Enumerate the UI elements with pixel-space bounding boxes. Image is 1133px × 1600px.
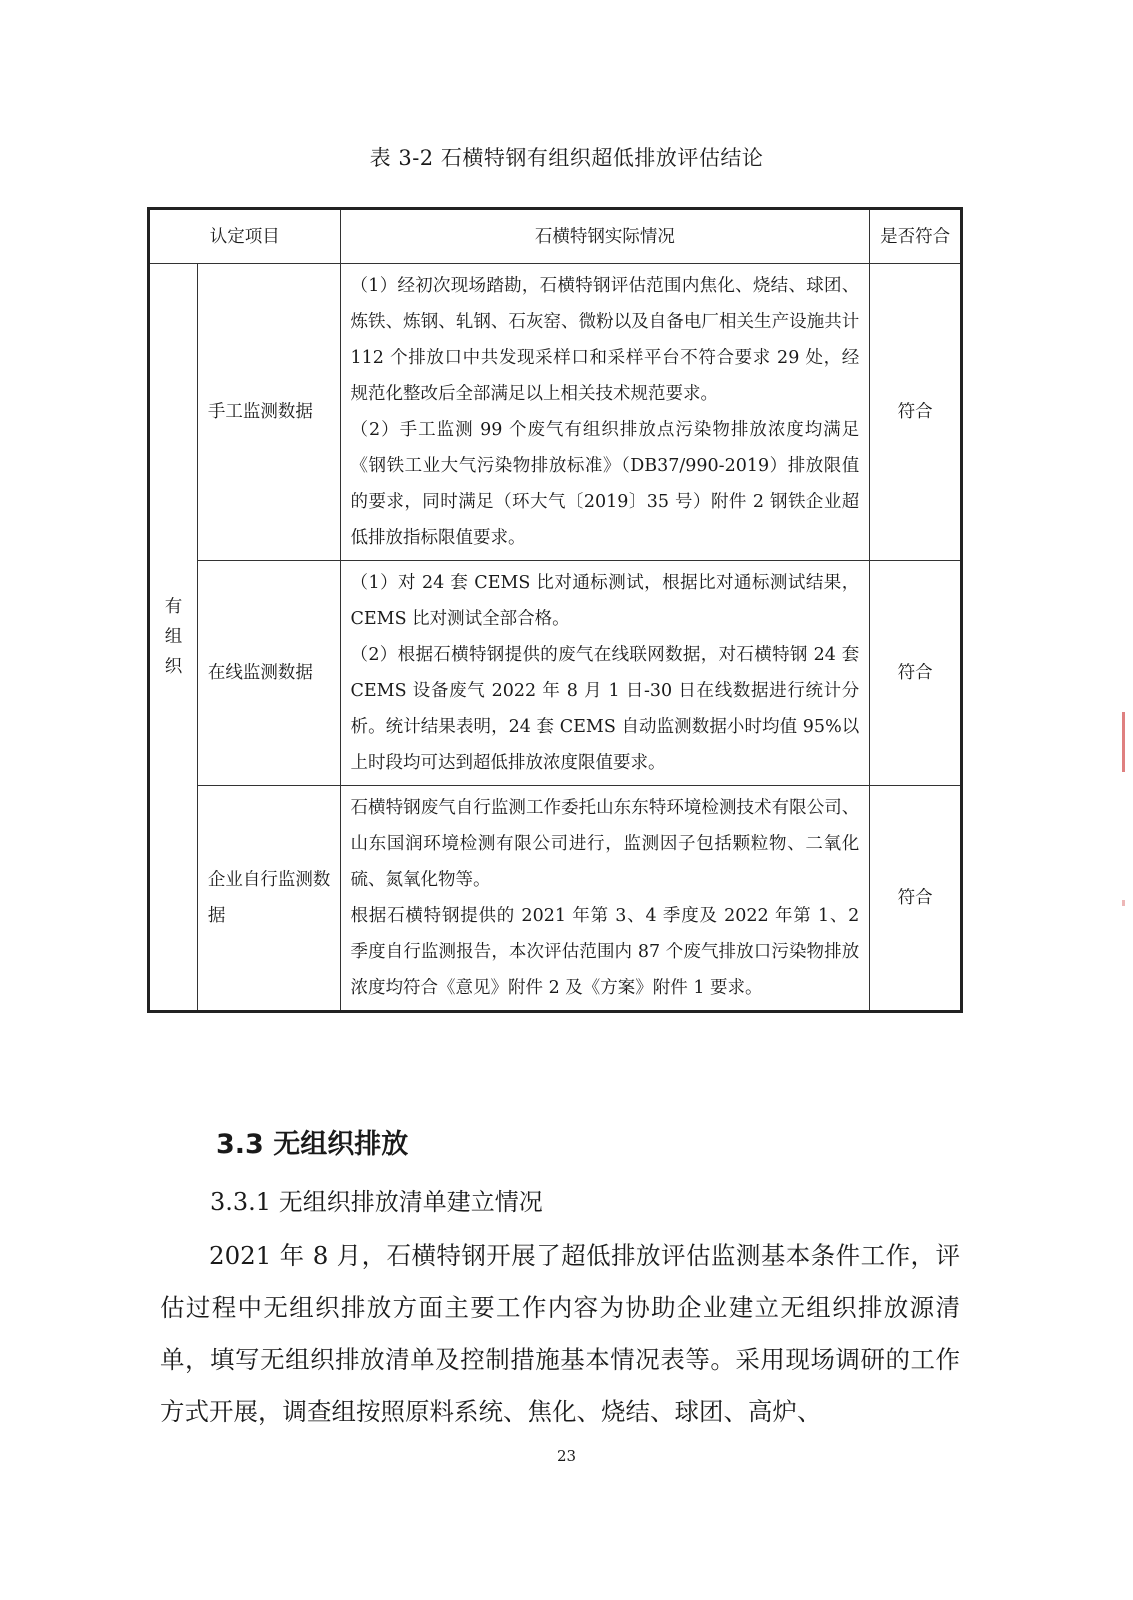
row-item-label: 手工监测数据 <box>197 264 340 561</box>
page-number: 23 <box>556 1447 577 1465</box>
edge-mark <box>1122 712 1125 772</box>
evaluation-table <box>147 207 963 1013</box>
table-caption: 表 3-2 石横特钢有组织超低排放评估结论 <box>369 146 764 170</box>
row-result: 符合 <box>870 561 962 786</box>
row-content <box>340 561 870 786</box>
header-actual: 石横特钢实际情况 <box>340 209 870 264</box>
header-item: 认定项目 <box>149 209 341 264</box>
table-row <box>149 264 962 561</box>
category-cell <box>149 264 198 1012</box>
edge-mark <box>1122 900 1125 906</box>
category-label: 有组织 <box>164 597 183 677</box>
row-result: 符合 <box>870 786 962 1012</box>
content-paragraph: （2）根据石横特钢提供的废气在线联网数据，对石横特钢 24 套 CEMS 设备废气 2022 年 8 月 1 日-30 日在线数据进行统计分析。统计结果表明，24 套 CEMS 自动监测数据小时均值 95%以上时段均可达到超低排放浓度限值要求。 <box>350 645 860 773</box>
header-conform: 是否符合 <box>870 209 962 264</box>
table-header-row <box>149 209 962 264</box>
content-paragraph: （1）对 24 套 CEMS 比对通标测试，根据比对通标测试结果，CEMS 比对测试全部合格。 <box>350 573 860 629</box>
row-item-label: 在线监测数据 <box>197 561 340 786</box>
table-row <box>149 786 962 1012</box>
section-heading: 3.3 无组织排放 <box>216 1129 409 1160</box>
row-content <box>340 786 870 1012</box>
row-result: 符合 <box>870 264 962 561</box>
subsection-heading: 3.3.1 无组织排放清单建立情况 <box>210 1188 543 1216</box>
content-paragraph: （2）手工监测 99 个废气有组织排放点污染物排放浓度均满足《钢铁工业大气污染物排放标准》（DB37/990-2019）排放限值的要求，同时满足（环大气〔2019〕35 号）附件 2 钢铁企业超低排放指标限值要求。 <box>350 420 860 548</box>
table-row <box>149 561 962 786</box>
content-paragraph: 石横特钢废气自行监测工作委托山东东特环境检测技术有限公司、山东国润环境检测有限公司进行，监测因子包括颗粒物、二氧化硫、氮氧化物等。 <box>350 798 860 890</box>
body-paragraph: 2021 年 8 月，石横特钢开展了超低排放评估监测基本条件工作，评估过程中无组织排放方面主要工作内容为协助企业建立无组织排放源清单，填写无组织排放清单及控制措施基本情况表等。采用现场调研的工作方式开展，调查组按照原料系统、焦化、烧结、球团、高炉、 <box>160 1241 960 1426</box>
row-content <box>340 264 870 561</box>
row-item-label: 企业自行监测数据 <box>197 786 340 1012</box>
content-paragraph: 根据石横特钢提供的 2021 年第 3、4 季度及 2022 年第 1、2 季度自行监测报告，本次评估范围内 87 个废气排放口污染物排放浓度均符合《意见》附件 2 及《方案》附件 1 要求。 <box>350 906 860 998</box>
content-paragraph: （1）经初次现场踏勘，石横特钢评估范围内焦化、烧结、球团、炼铁、炼钢、轧钢、石灰窑、微粉以及自备电厂相关生产设施共计 112 个排放口中共发现采样口和采样平台不符合要求 29 处，经规范化整改后全部满足以上相关技术规范要求。 <box>350 276 860 404</box>
